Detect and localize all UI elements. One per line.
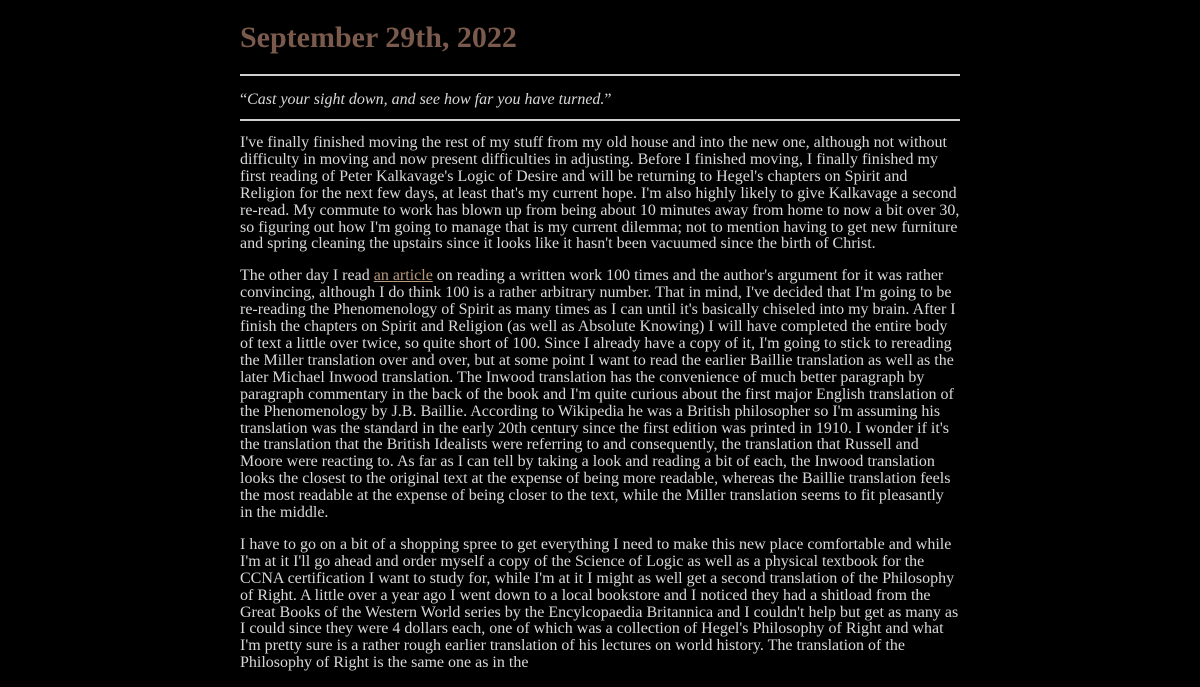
epigraph: [240, 90, 960, 119]
post-container: [240, 0, 960, 687]
paragraph-2-text-start: The other day I read: [240, 267, 374, 285]
post-title: September 29th, 2022: [240, 21, 517, 54]
epigraph-close-quote: ”: [604, 91, 612, 108]
paragraph-3: I have to go on a bit of a shopping spree to get everything I need to make this new place comfortable and while I'm at it I'll go ahead and order myself a copy of the Science of Logic as well as a physical textbook for the CCNA certification I want to study for, while I'm at it I might as well get a second translation of the Philosophy of Right. A little over a year ago I went down to a local bookstore and I noticed they had a shitload from the Great Books of the Western World series by the Encylcopaedia Britannica and I couldn't help but get as many as I could since they were 4 dollars each, one of which was a collection of Hegel's Philosophy of Right and what I'm pretty sure is a rather rough earlier translation of his lectures on world history. The translation of the Philosophy of Right is the same one as in the: [240, 535, 959, 672]
article-link[interactable]: an article: [373, 267, 433, 285]
paragraph-2: [240, 268, 960, 522]
post-body: [240, 135, 960, 672]
paragraph-2-text-end: on reading a written work 100 times and the author's argument for it was rather convincing, although I do think 100 is a rather arbitrary number. That in mind, I've decided that I'm going to be re-reading the Phenomenology of Spirit as many times as I can until it's basically chiseled into my brain. After I finish the chapters on Spirit and Religion (as well as Absolute Knowing) I will have completed the entire body of text a little over twice, so quite short of 100. Since I already have a copy of it, I'm going to stick to rereading the Miller translation over and over, but at some point I want to read the earlier Baillie translation as well as the later Michael Inwood translation. The Inwood translation has the convenience of much better paragraph by paragraph commentary in the back of the book and I'm quite curious about the first major English translation of the Phenomenology by J.B. Baillie. According to Wikipedia he was a British philosopher so I'm assuming his translation was the standard in the early 20th century since the first edition was printed in 1910. I wonder if it's the translation that the British Idealists were referring to and consequently, the translation that Russell and Moore were reacting to. As far as I can tell by taking a look and reading a bit of each, the Inwood translation looks the closest to the original text at the expense of being more readable, whereas the Baillie translation feels the most readable at the expense of being closer to the text, while the Miller translation seems to fit pleasantly in the middle.: [240, 267, 956, 522]
top-divider: [240, 74, 960, 76]
epigraph-text: Cast your sight down, and see how far you have turned.: [247, 91, 605, 108]
epigraph-open-quote: “: [240, 91, 248, 108]
paragraph-1: I've finally finished moving the rest of my stuff from my old house and into the new one, although not without difficulty in moving and now present difficulties in adjusting. Before I finished moving, I finally finished my first reading of Peter Kalkavage's Logic of Desire and will be returning to Hegel's chapters on Spirit and Religion for the next few days, at least that's my current hope. I'm also highly likely to give Kalkavage a second re-read. My commute to work has blown up from being about 10 minutes away from home to now a bit over 30, so figuring out how I'm going to manage that is my current dilemma; not to mention having to get new furniture and spring cleaning the upstairs since it looks like it hasn't been vacuumed since the birth of Christ.: [240, 134, 960, 253]
bottom-divider: [240, 119, 960, 121]
